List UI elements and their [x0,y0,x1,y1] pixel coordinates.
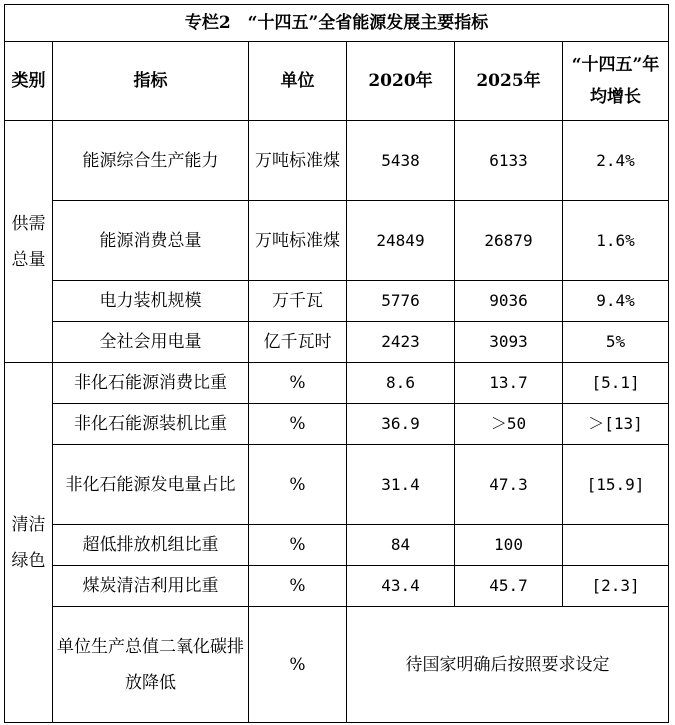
value-2025-cell: 6133 [455,121,563,201]
indicator-cell: 单位生产总值二氧化碳排放降低 [53,607,249,723]
table-row [5,201,669,281]
indicator-cell: 能源综合生产能力 [53,121,249,201]
value-2020-cell: 2423 [347,322,455,363]
table-row [5,121,669,201]
unit-cell: % [249,445,347,525]
header-2020: 2020年 [347,42,455,121]
growth-cell [563,525,669,566]
header-row [5,42,669,121]
header-unit: 单位 [249,42,347,121]
table-row [5,607,669,723]
indicator-cell: 全社会用电量 [53,322,249,363]
unit-cell: 万吨标准煤 [249,121,347,201]
table-row [5,404,669,445]
unit-cell: % [249,363,347,404]
growth-cell: [5.1] [563,363,669,404]
pending-note-cell: 待国家明确后按照要求设定 [347,607,669,723]
value-2020-cell: 43.4 [347,566,455,607]
growth-cell: 2.4% [563,121,669,201]
unit-cell: % [249,525,347,566]
table-caption: 专栏2 “十四五”全省能源发展主要指标 [5,5,669,42]
header-category: 类别 [5,42,53,121]
growth-cell: [2.3] [563,566,669,607]
unit-cell: 万吨标准煤 [249,201,347,281]
indicator-cell: 能源消费总量 [53,201,249,281]
indicator-cell: 非化石能源装机比重 [53,404,249,445]
indicators-table [4,4,669,723]
table-row [5,445,669,525]
value-2025-cell: 13.7 [455,363,563,404]
value-2020-cell: 31.4 [347,445,455,525]
value-2025-cell: 100 [455,525,563,566]
value-2025-cell: ＞50 [455,404,563,445]
table-row [5,566,669,607]
value-2025-cell: 47.3 [455,445,563,525]
header-growth: “十四五”年均增长 [563,42,669,121]
group-supply: 供需总量 [5,121,53,363]
table-row [5,281,669,322]
unit-cell: % [249,566,347,607]
table-row [5,525,669,566]
value-2025-cell: 9036 [455,281,563,322]
value-2020-cell: 84 [347,525,455,566]
indicator-cell: 超低排放机组比重 [53,525,249,566]
growth-cell: [15.9] [563,445,669,525]
table-row [5,322,669,363]
header-indicator: 指标 [53,42,249,121]
value-2020-cell: 36.9 [347,404,455,445]
indicator-cell: 煤炭清洁利用比重 [53,566,249,607]
value-2020-cell: 8.6 [347,363,455,404]
unit-cell: % [249,607,347,723]
indicator-cell: 非化石能源消费比重 [53,363,249,404]
growth-cell: 1.6% [563,201,669,281]
growth-cell: 9.4% [563,281,669,322]
value-2020-cell: 24849 [347,201,455,281]
value-2025-cell: 45.7 [455,566,563,607]
table-row [5,363,669,404]
value-2020-cell: 5438 [347,121,455,201]
unit-cell: % [249,404,347,445]
indicator-cell: 电力装机规模 [53,281,249,322]
growth-cell: ＞[13] [563,404,669,445]
indicator-cell: 非化石能源发电量占比 [53,445,249,525]
value-2025-cell: 3093 [455,322,563,363]
value-2020-cell: 5776 [347,281,455,322]
group-clean: 清洁绿色 [5,363,53,723]
header-2025: 2025年 [455,42,563,121]
growth-cell: 5% [563,322,669,363]
value-2025-cell: 26879 [455,201,563,281]
caption-row [5,5,669,42]
unit-cell: 亿千瓦时 [249,322,347,363]
unit-cell: 万千瓦 [249,281,347,322]
